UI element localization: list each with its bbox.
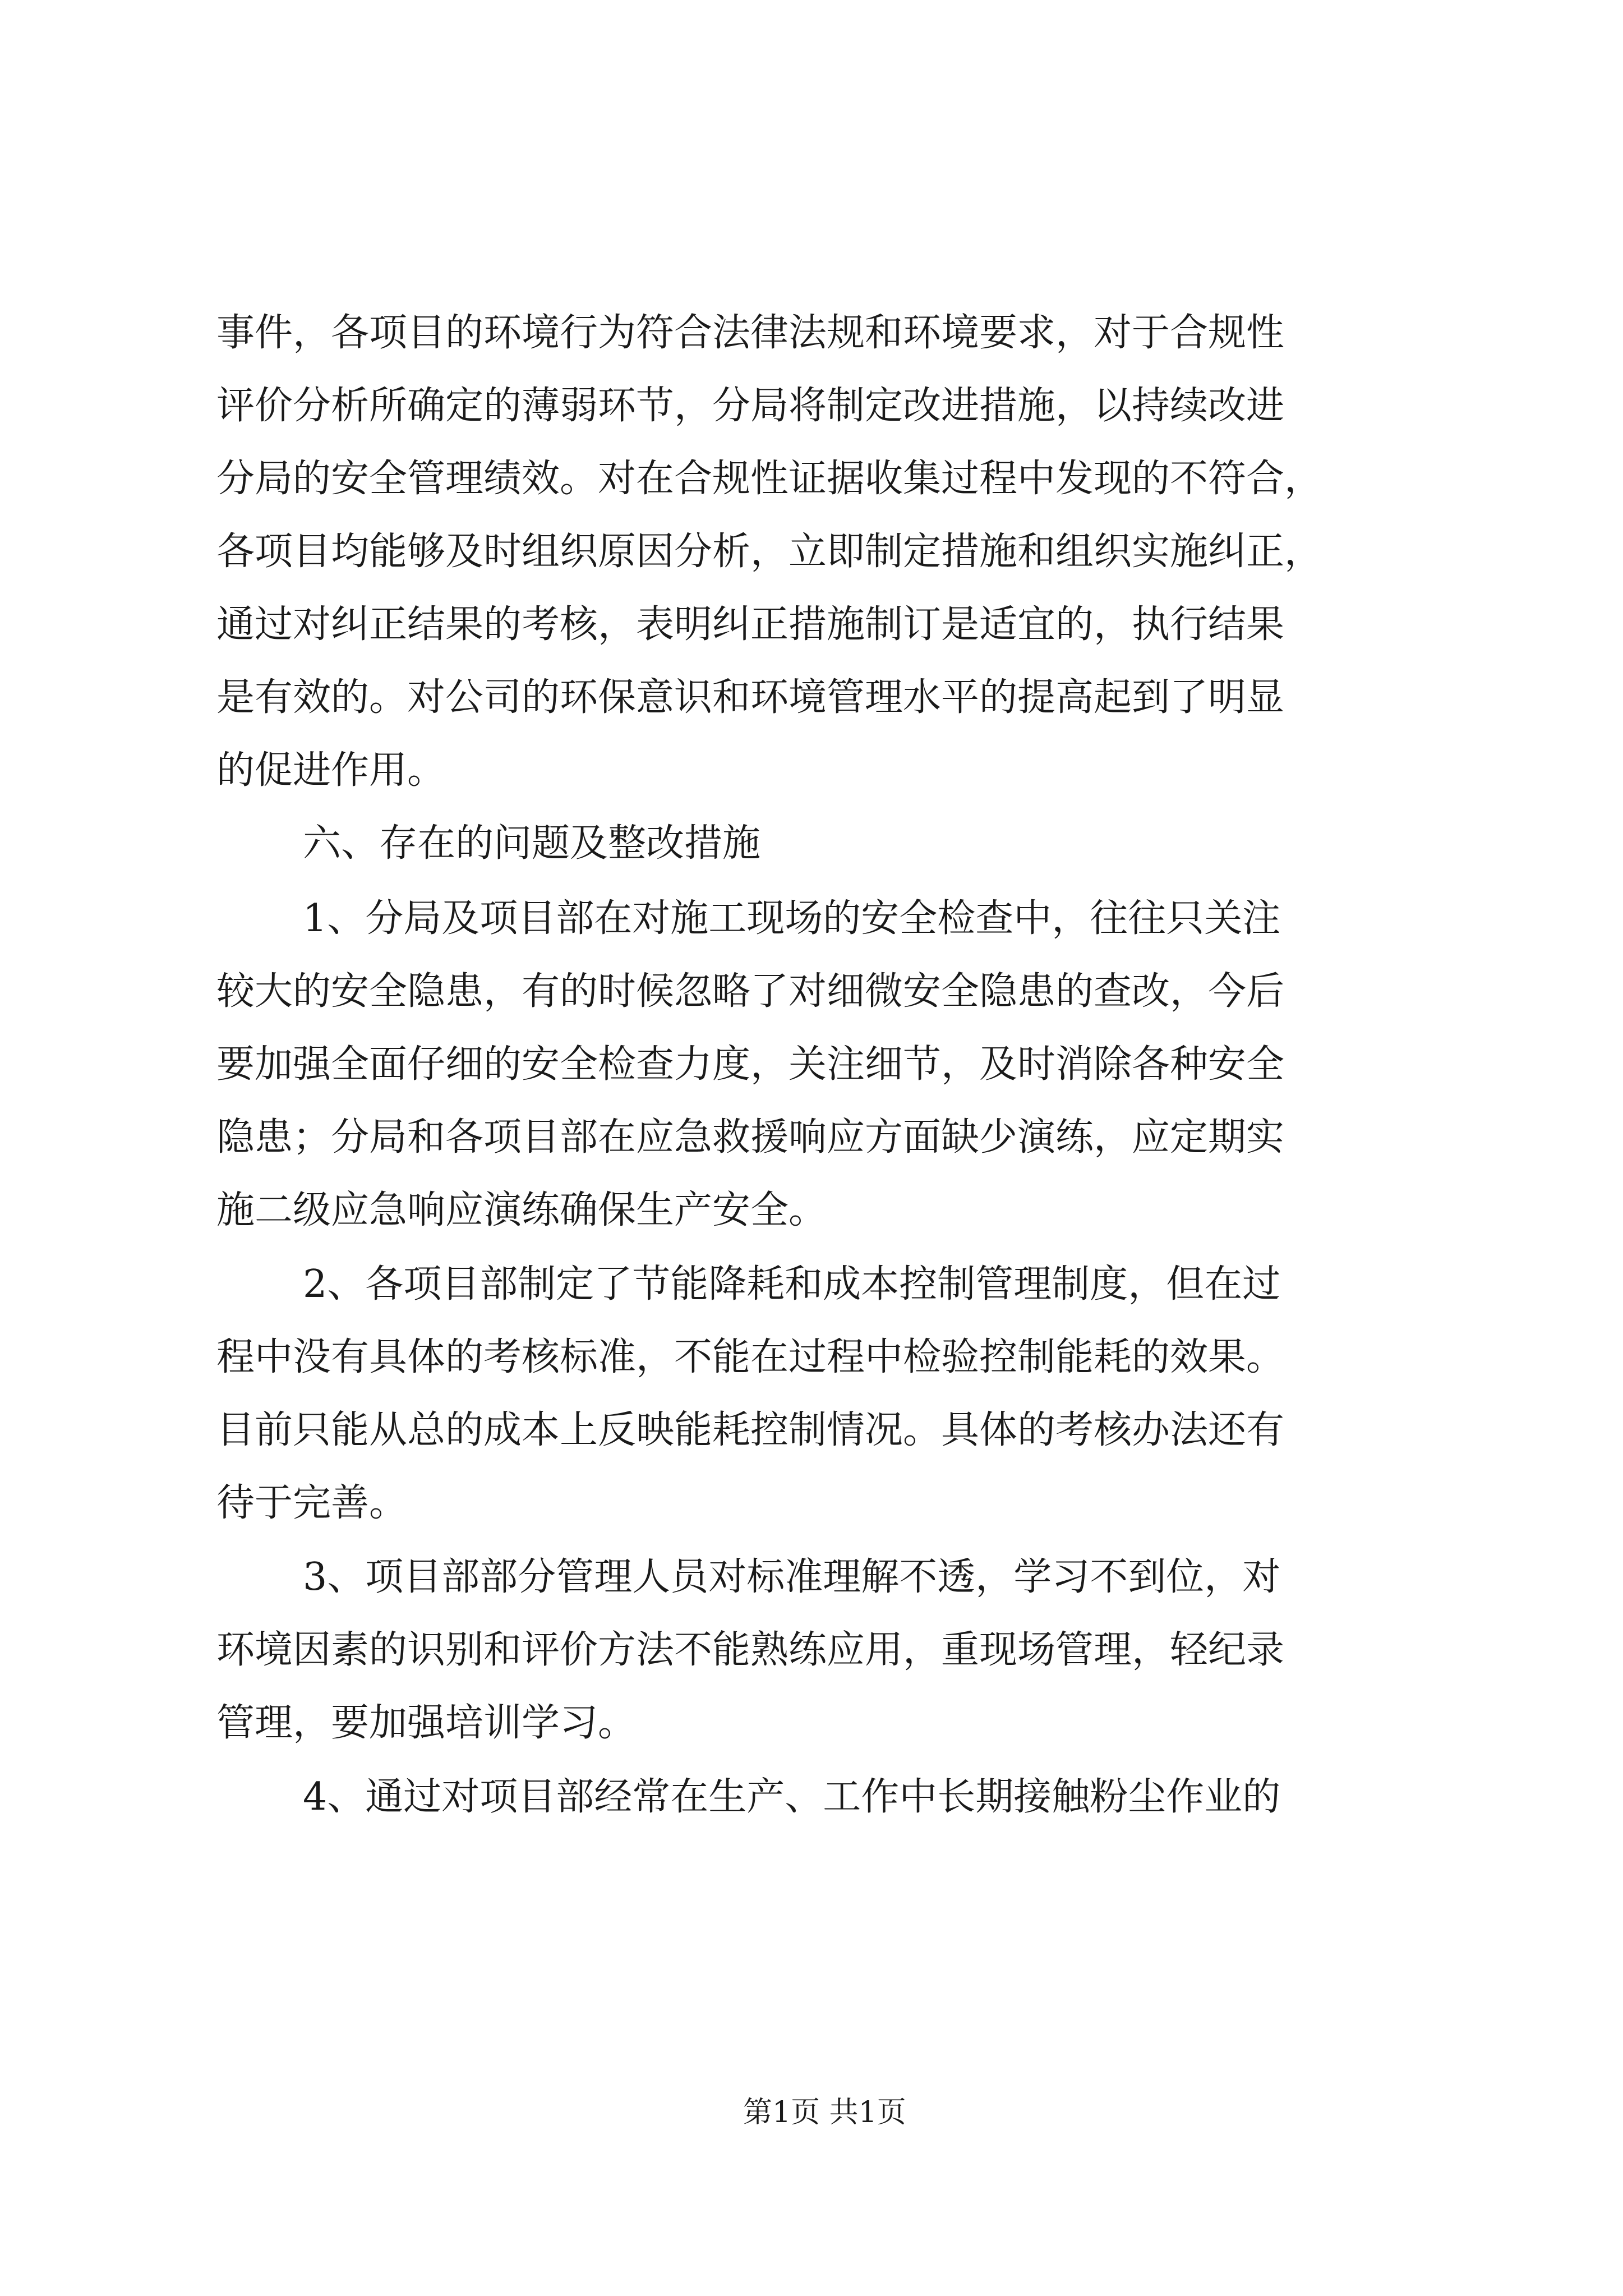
body-line: 各项目均能够及时组织原因分析，立即制定措施和组织实施纠正， [216,530,1323,574]
body-line: 程中没有具体的考核标准，不能在过程中检验控制能耗的效果。 [216,1335,1285,1379]
body-line: 2、各项目部制定了节能降耗和成本控制管理制度，但在过 [303,1262,1281,1306]
body-line: 较大的安全隐患，有的时候忽略了对细微安全隐患的查改，今后 [216,969,1285,1014]
body-line: 分局的安全管理绩效。对在合规性证据收集过程中发现的不符合， [216,457,1323,501]
page-footer: 第1页 共1页 [743,2096,906,2129]
body-line: 4、通过对项目部经常在生产、工作中长期接触粉尘作业的 [303,1775,1281,1819]
body-line: 事件，各项目的环境行为符合法律法规和环境要求，对于合规性 [216,311,1285,355]
body-line: 是有效的。对公司的环保意识和环境管理水平的提高起到了明显 [216,675,1285,720]
body-line: 评价分析所确定的薄弱环节，分局将制定改进措施，以持续改进 [216,384,1285,428]
body-line: 要加强全面仔细的安全检查力度，关注细节，及时消除各种安全 [216,1042,1285,1087]
body-line: 施二级应急响应演练确保生产安全。 [216,1188,827,1232]
body-line: 待于完善。 [216,1481,408,1525]
body-line: 管理，要加强培训学习。 [216,1701,637,1745]
body-line: 的促进作用。 [216,748,446,793]
body-line: 环境因素的识别和评价方法不能熟练应用，重现场管理，轻纪录 [216,1628,1285,1672]
body-line: 3、项目部部分管理人员对标准理解不透，学习不到位，对 [303,1555,1281,1599]
body-line: 1、分局及项目部在对施工现场的安全检查中，往往只关注 [303,896,1281,941]
body-line: 通过对纠正结果的考核，表明纠正措施制订是适宜的，执行结果 [216,602,1285,647]
body-line: 目前只能从总的成本上反映能耗控制情况。具体的考核办法还有 [216,1408,1285,1452]
section-heading: 六、存在的问题及整改措施 [303,821,761,866]
body-line: 隐患；分局和各项目部在应急救援响应方面缺少演练，应定期实 [216,1115,1285,1159]
